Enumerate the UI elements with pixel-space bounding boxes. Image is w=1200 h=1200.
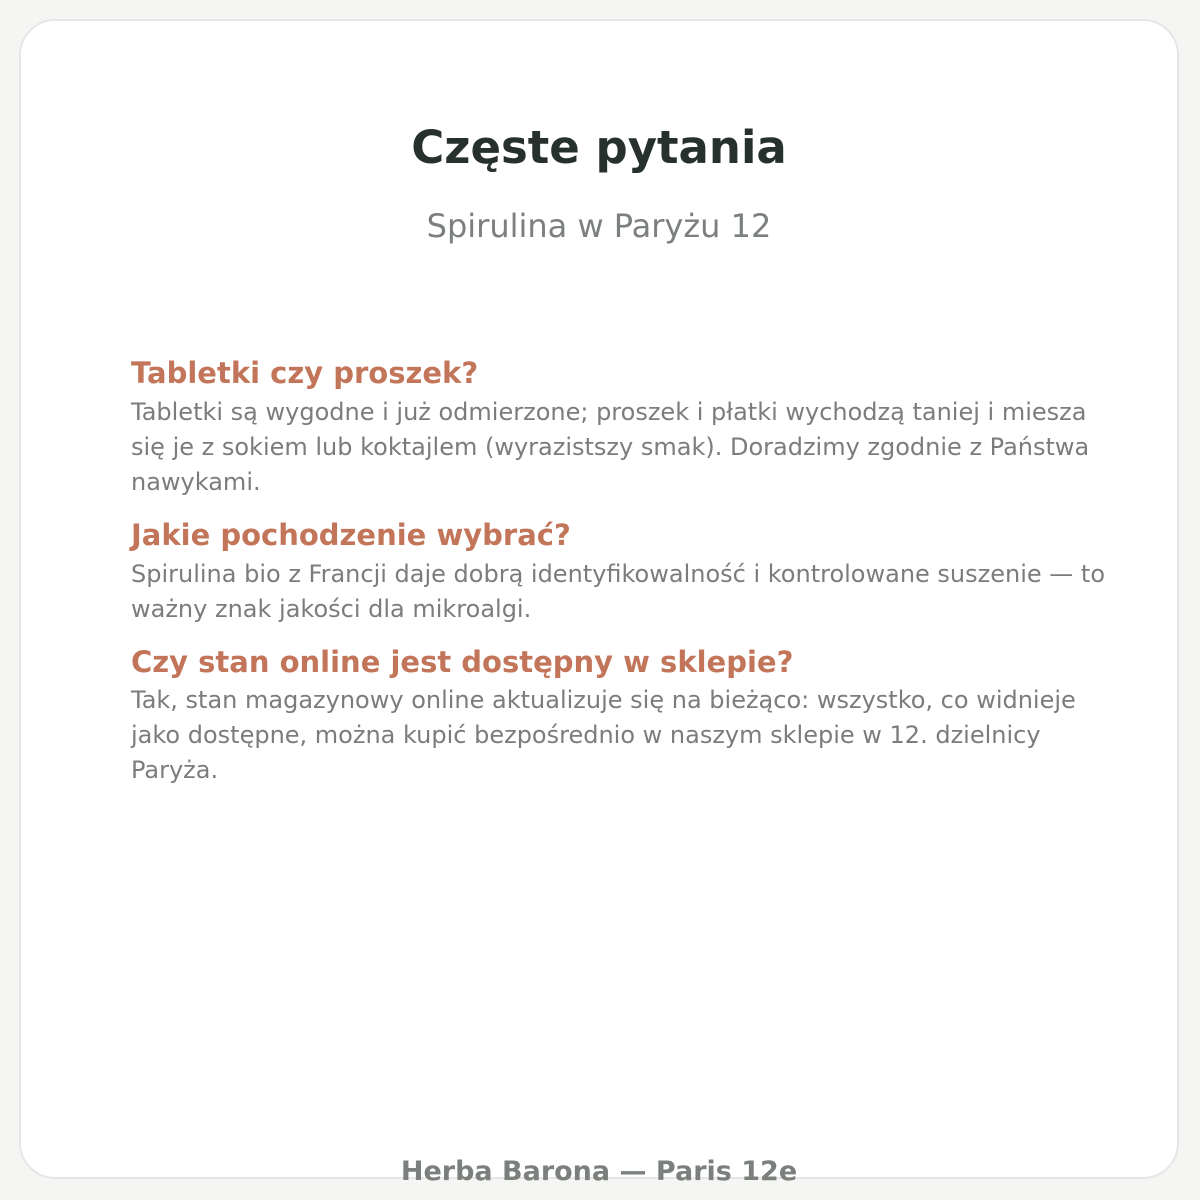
page-subtitle: Spirulina w Paryżu 12 bbox=[426, 207, 772, 245]
faq-question: Czy stan online jest dostępny w sklepie? bbox=[131, 644, 794, 679]
faq-card bbox=[19, 19, 1179, 1187]
faq-item bbox=[131, 645, 1111, 789]
page-title: Częste pytania bbox=[411, 121, 787, 174]
faq-item bbox=[131, 518, 1111, 627]
faq-list bbox=[131, 356, 1111, 806]
faq-answer: Tabletki są wygodne i już odmierzone; proszek i płatki wychodzą taniej i miesza się je z sokiem lub koktajlem (wyrazistszy smak). Doradzimy zgodnie z Państwa nawykami. bbox=[131, 397, 1090, 496]
footer-brand: Herba Barona — Paris 12e bbox=[400, 1156, 798, 1187]
faq-question: Tabletki czy proszek? bbox=[131, 356, 479, 390]
faq-question: Jakie pochodzenie wybrać? bbox=[131, 517, 571, 552]
faq-item bbox=[131, 356, 1111, 500]
faq-answer: Tak, stan magazynowy online aktualizuje się na bieżąco: wszystko, co widnieje jako dostępne, można kupić bezpośrednio w naszym sklepie w 12. dzielnicy Paryża. bbox=[131, 686, 1076, 785]
faq-answer: Spirulina bio z Francji daje dobrą identyfikowalność i kontrolowane suszenie — to ważny znak jakości dla mikroalgi. bbox=[131, 559, 1106, 623]
